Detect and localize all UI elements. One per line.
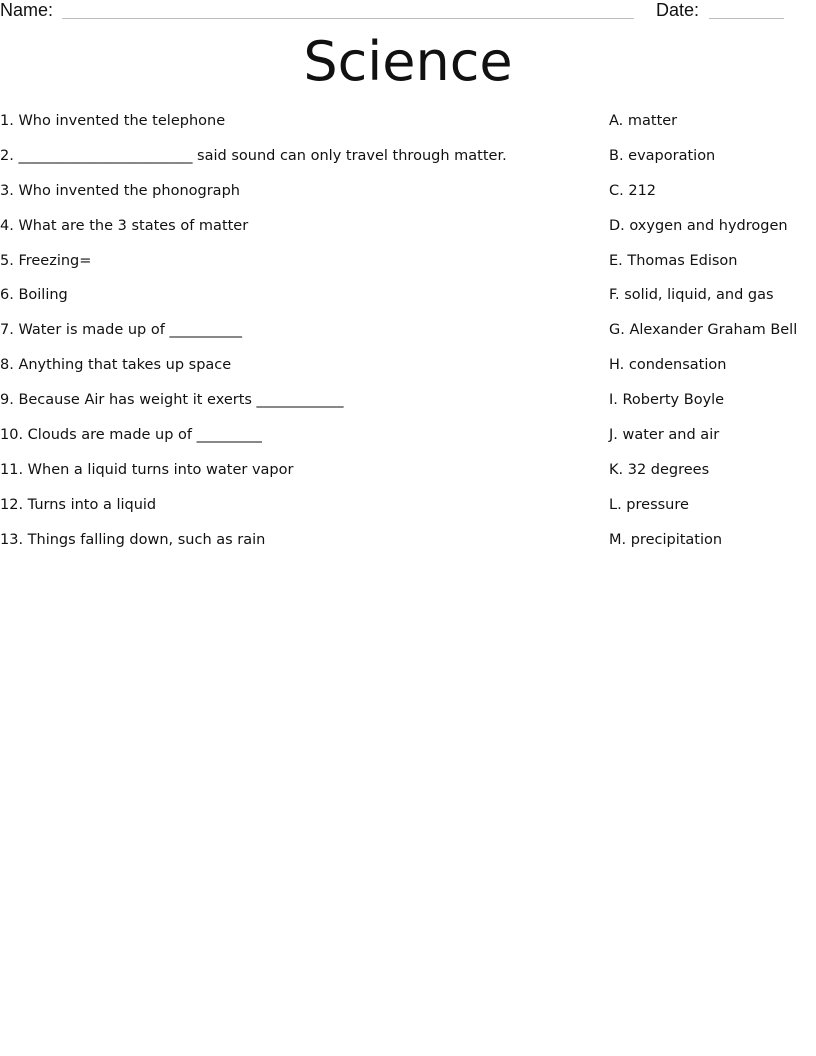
question-item: 8. Anything that takes up space [0, 357, 232, 374]
question-item: 4. What are the 3 states of matter [0, 217, 249, 234]
answer-item: E. Thomas Edison [609, 252, 738, 269]
page-title: Science [303, 30, 513, 93]
question-item: 13. Things falling down, such as rain [0, 531, 266, 548]
worksheet-header [0, 0, 816, 24]
question-item: 6. Boiling [0, 287, 68, 304]
answer-item: D. oxygen and hydrogen [609, 217, 788, 234]
date-label: Date: [656, 0, 700, 20]
answer-item: J. water and air [609, 427, 720, 444]
answer-list [609, 111, 814, 565]
question-item: 9. Because Air has weight it exerts ____________ [0, 392, 344, 409]
question-item: 2. ________________________ said sound can only travel through matter. [0, 147, 507, 164]
answer-item: H. condensation [609, 357, 727, 374]
question-item: 11. When a liquid turns into water vapor [0, 461, 294, 478]
answer-item: L. pressure [609, 496, 689, 513]
question-list [0, 111, 590, 565]
question-item: 10. Clouds are made up of _________ [0, 427, 262, 444]
answer-item: I. Roberty Boyle [609, 392, 725, 409]
question-item: 12. Turns into a liquid [0, 496, 157, 513]
name-field[interactable] [62, 18, 634, 19]
date-field[interactable] [709, 18, 784, 19]
answer-item: B. evaporation [609, 147, 716, 164]
answer-item: F. solid, liquid, and gas [609, 287, 774, 304]
answer-item: C. 212 [609, 182, 657, 199]
name-label: Name: [0, 0, 54, 20]
answer-item: K. 32 degrees [609, 461, 710, 478]
question-item: 1. Who invented the telephone [0, 113, 226, 129]
question-item: 3. Who invented the phonograph [0, 182, 240, 199]
question-item: 7. Water is made up of __________ [0, 322, 242, 339]
answer-item: M. precipitation [609, 531, 723, 548]
question-item: 5. Freezing= [0, 252, 92, 269]
answer-item: A. matter [609, 113, 678, 129]
answer-item: G. Alexander Graham Bell [609, 322, 798, 339]
